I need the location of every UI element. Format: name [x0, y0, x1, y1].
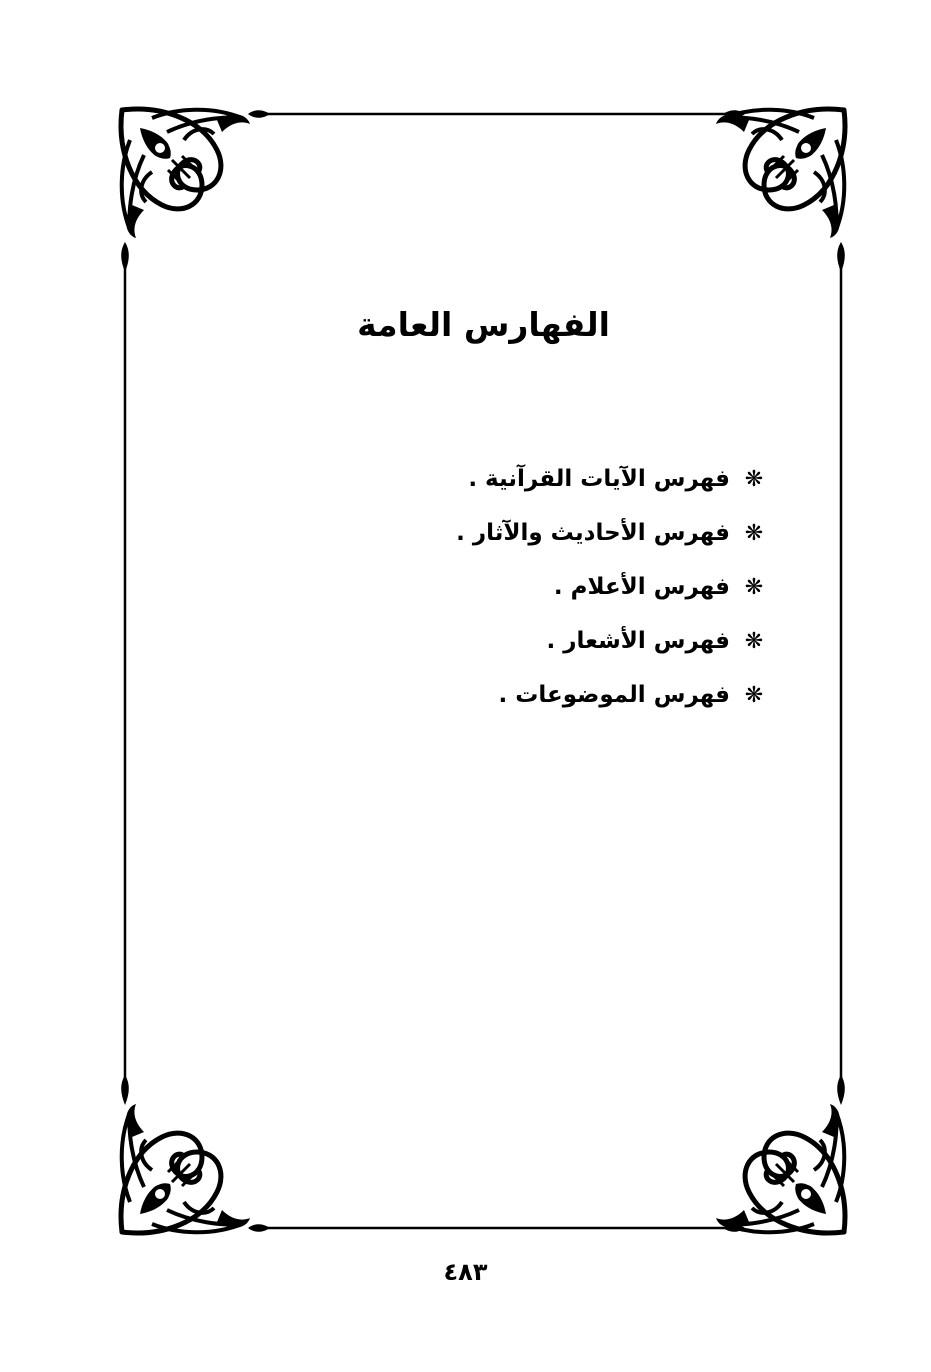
- list-item: [266, 614, 766, 668]
- asterism-bullet-icon: ❋: [744, 574, 764, 600]
- list-item-label: فهرس الآيات القرآنية .: [468, 466, 730, 492]
- list-item: [266, 668, 766, 722]
- page-title: الفهارس العامة: [357, 305, 610, 344]
- asterism-bullet-icon: ❋: [744, 520, 764, 546]
- list-item: [266, 452, 766, 506]
- list-item: [266, 506, 766, 560]
- page-number: ٤٨٣: [443, 1258, 488, 1286]
- list-item: [266, 560, 766, 614]
- corner-ornament-top-right: [716, 109, 845, 238]
- list-item-label: فهرس الأشعار .: [546, 628, 730, 654]
- asterism-bullet-icon: ❋: [744, 466, 764, 492]
- corner-ornament-top-left: [121, 109, 250, 238]
- list-item-label: فهرس الموضوعات .: [498, 682, 730, 708]
- list-item-label: فهرس الأحاديث والآثار .: [456, 520, 730, 546]
- index-list: [266, 452, 766, 722]
- corner-ornament-bottom-left: [121, 1104, 250, 1233]
- corner-ornament-bottom-right: [716, 1104, 845, 1233]
- asterism-bullet-icon: ❋: [744, 628, 764, 654]
- list-item-label: فهرس الأعلام .: [553, 574, 730, 600]
- asterism-bullet-icon: ❋: [744, 682, 764, 708]
